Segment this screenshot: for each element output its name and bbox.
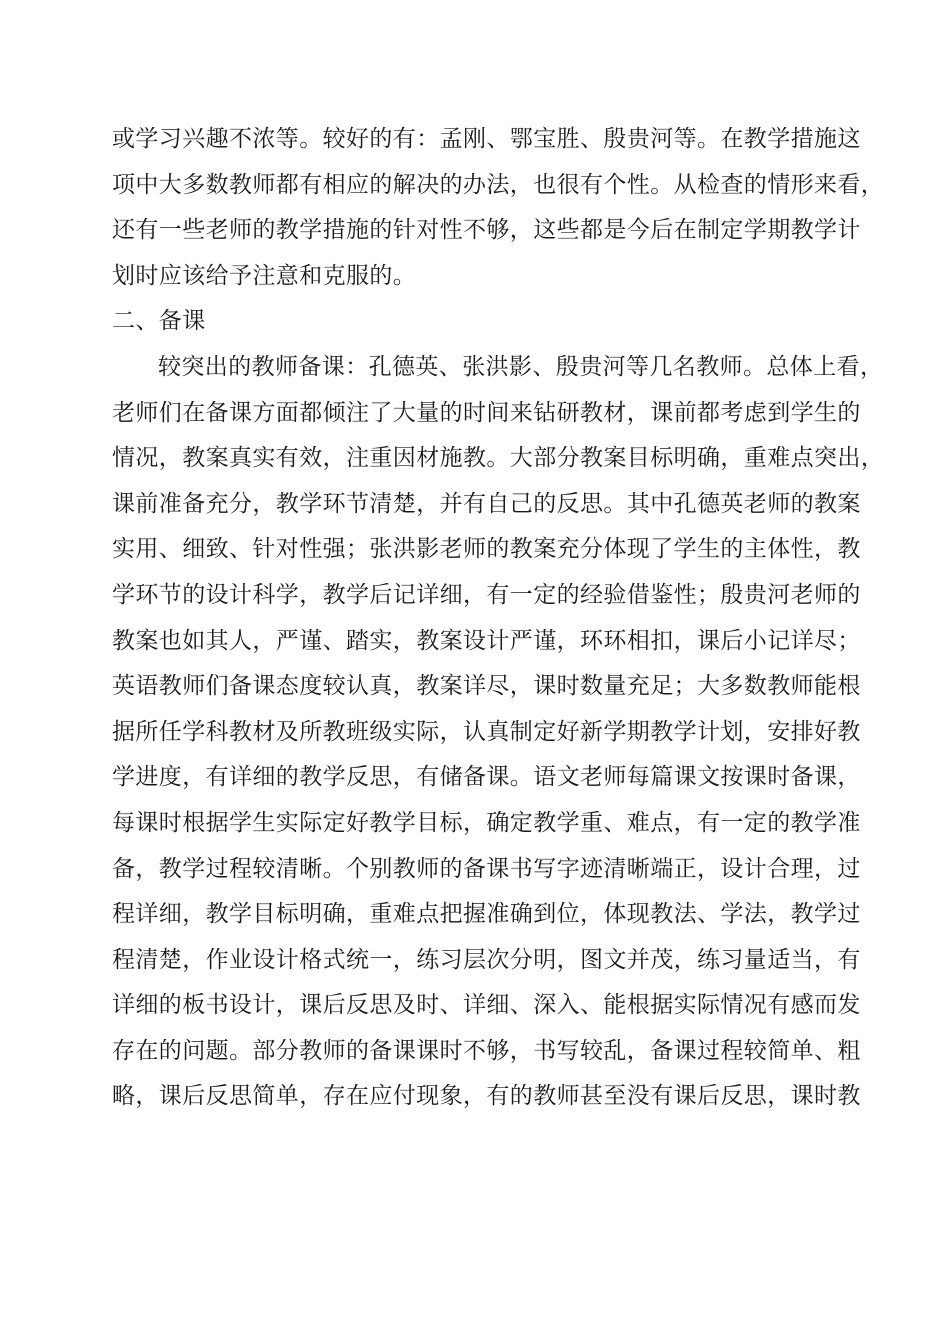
text-line: 存在的问题。部分教师的备课课时不够，书写较乱，备课过程较简单、粗 (112, 1037, 861, 1064)
text-line: 英语教师们备课态度较认真，教案详尽，课时数量充足；大多数教师能根 (112, 673, 861, 700)
text-line: 学环节的设计科学，教学后记详细，有一定的经验借鉴性；殷贵河老师的 (112, 581, 861, 608)
text-line: 较突出的教师备课：孔德英、张洪影、殷贵河等几名教师。总体上看， (158, 353, 884, 380)
text-line: 实用、细致、针对性强；张洪影老师的教案充分体现了学生的主体性，教 (112, 536, 861, 563)
text-line: 备，教学过程较清晰。个别教师的备课书写字迹清晰端正，设计合理，过 (112, 855, 861, 882)
text-line: 学进度，有详细的教学反思，有储备课。语文老师每篇课文按课时备课， (112, 764, 861, 791)
paragraph-intro-tail (112, 117, 885, 299)
text-line: 课前准备充分，教学环节清楚，并有自己的反思。其中孔德英老师的教案 (112, 490, 861, 517)
text-line: 据所任学科教材及所教班级实际，认真制定好新学期教学计划，安排好教 (112, 718, 861, 745)
text-line: 项中大多数教师都有相应的解决的办法，也很有个性。从检查的情形来看， (112, 171, 885, 198)
text-line: 情况，教案真实有效，注重因材施教。大部分教案目标明确，重难点突出， (112, 445, 885, 472)
text-line: 程详细，教学目标明确，重难点把握准确到位，体现教法、学法，教学过 (112, 901, 861, 928)
section-heading: 二、备课 (112, 308, 206, 335)
paragraph-lesson-prep (112, 345, 885, 1120)
document-body (112, 117, 885, 1120)
text-line: 程清楚，作业设计格式统一，练习层次分明，图文并茂，练习量适当，有 (112, 946, 861, 973)
text-line: 划时应该给予注意和克服的。 (112, 262, 417, 289)
text-line: 每课时根据学生实际定好教学目标，确定教学重、难点，有一定的教学准 (112, 809, 861, 836)
text-line: 略，课后反思简单，存在应付现象，有的教师甚至没有课后反思，课时教 (112, 1083, 861, 1110)
text-line: 还有一些老师的教学措施的针对性不够，这些都是今后在制定学期教学计 (112, 217, 861, 244)
text-line: 教案也如其人，严谨、踏实，教案设计严谨，环环相扣，课后小记详尽； (112, 627, 861, 654)
text-line: 老师们在备课方面都倾注了大量的时间来钻研教材，课前都考虑到学生的 (112, 399, 861, 426)
text-line: 或学习兴趣不浓等。较好的有：孟刚、鄂宝胜、殷贵河等。在教学措施这 (112, 126, 861, 152)
text-line: 详细的板书设计，课后反思及时、详细、深入、能根据实际情况有感而发 (112, 992, 861, 1019)
